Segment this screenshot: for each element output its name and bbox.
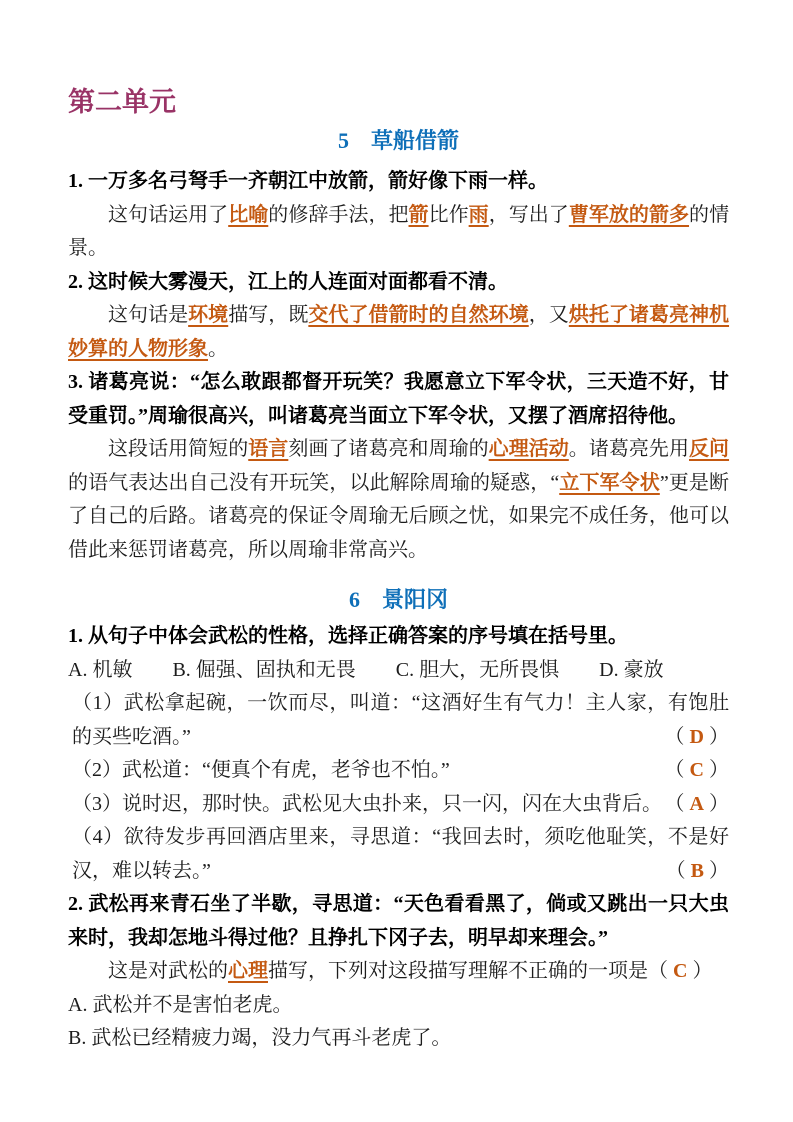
text-run: 。 xyxy=(208,337,228,360)
answer-letter: A xyxy=(689,792,704,815)
highlight-text: 心理 xyxy=(228,960,268,982)
text-run: 这段话用简短的 xyxy=(108,438,249,460)
text-run: ，写出了 xyxy=(488,203,569,226)
answer-blank: （ A ） xyxy=(664,792,729,815)
quiz-item-text: （3）说时迟，那时快。武松见大虫扑来，只一闪，闪在大虫背后。 xyxy=(72,792,662,815)
plain-paragraph: B. 武松已经精疲力竭，没力气再斗老虎了。 xyxy=(68,1027,452,1049)
text-run: 。诸葛亮先用 xyxy=(568,438,689,460)
highlight-text: 反问 xyxy=(689,438,730,460)
answer-blank: （ C ） xyxy=(664,759,729,781)
text-run: 这句话是 xyxy=(108,304,189,326)
text-run: 的语气表达出自己没有开玩笑，以此解除周瑜的疑惑，“ xyxy=(68,471,560,494)
highlight-text: 曹军放的箭多 xyxy=(568,203,690,226)
question-paragraph: 2. 这时候大雾漫天，江上的人连面对面都看不清。 xyxy=(68,270,508,293)
section-6 xyxy=(68,585,729,1056)
option-item: B. 倔强、固执和无畏 xyxy=(172,658,356,681)
question-paragraph: 1. 从句子中体会武松的性格，选择正确答案的序号填在括号里。 xyxy=(68,625,628,647)
answer-letter: D xyxy=(689,725,704,748)
text-run: 的情景。 xyxy=(68,203,730,259)
unit-title: 第二单元 xyxy=(68,87,176,117)
sections-container xyxy=(68,126,729,1056)
answer-paragraph xyxy=(68,299,729,366)
highlight-text: 烘托了诸葛亮神机妙算的人物形象 xyxy=(68,304,730,360)
text-run: 刻画了诸葛亮和周瑜的 xyxy=(288,438,489,460)
answer-blank: （ B ） xyxy=(665,859,729,882)
highlight-text: 立下军令状 xyxy=(559,471,660,494)
highlight-text: 雨 xyxy=(468,203,489,226)
section-5 xyxy=(68,126,729,567)
options-row xyxy=(68,654,729,688)
quiz-item xyxy=(68,788,729,822)
quiz-item xyxy=(68,821,729,888)
text-run: ，又 xyxy=(528,304,569,326)
highlight-text: 心理活动 xyxy=(488,438,569,460)
answer-paragraph xyxy=(68,433,729,567)
quiz-item-text: （1）武松拿起碗，一饮而尽，叫道：“这酒好生有气力！主人家，有饱肚的买些吃酒。” xyxy=(72,692,729,748)
answer-paragraph xyxy=(68,199,729,266)
highlight-text: 比喻 xyxy=(228,203,269,226)
text-run: ”更是断了自己的后路。诸葛亮的保证令周瑜无后顾之忧，如果完不成任务，他可以借此来惩罚诸葛亮，所以周瑜非常高兴。 xyxy=(68,471,729,561)
highlight-text: 交代了借箭时的自然环境 xyxy=(308,304,529,326)
text-run: 描写，既 xyxy=(228,304,309,326)
answer-letter: B xyxy=(690,859,704,882)
option-item: C. 胆大，无所畏惧 xyxy=(395,658,560,681)
highlight-text: 环境 xyxy=(188,304,229,326)
text-run: 比作 xyxy=(428,203,469,226)
quiz-item-text: （4）欲待发步再回酒店里来，寻思道：“我回去时，须吃他耻笑，不是好汉，难以转去。” xyxy=(72,826,729,882)
question-paragraph: 3. 诸葛亮说：“怎么敢跟都督开玩笑？我愿意立下军令状，三天造不好，甘受重罚。”周瑜很高兴，叫诸葛亮当面立下军令状，又摆了酒席招待他。 xyxy=(68,371,729,427)
answer-paragraph xyxy=(68,955,729,989)
text-run: 这是对武松的 xyxy=(108,960,228,982)
option-item: D. 豪放 xyxy=(599,658,664,681)
text-run: 的修辞手法，把 xyxy=(268,203,409,226)
plain-paragraph: A. 武松并不是害怕老虎。 xyxy=(68,993,293,1016)
quiz-item xyxy=(68,754,729,788)
quiz-item-text: （2）武松道：“便真个有虎，老爷也不怕。” xyxy=(72,759,450,781)
text-run: 这句话运用了 xyxy=(108,203,229,226)
highlight-text: 语言 xyxy=(248,438,289,460)
highlight-text: 箭 xyxy=(408,203,429,226)
section-heading: 5 草船借箭 xyxy=(337,128,459,153)
section-heading: 6 景阳冈 xyxy=(348,587,448,612)
text-run: 描写，下列对这段描写理解不正确的一项是 xyxy=(268,960,648,982)
question-paragraph: 2. 武松再来青石坐了半歇，寻思道：“天色看看黑了，倘或又跳出一只大虫来时，我却怎地斗得过他？且挣扎下冈子去，明早却来理会。” xyxy=(68,893,729,949)
quiz-item xyxy=(68,687,729,754)
answer-blank: （ C ） xyxy=(648,960,713,982)
answer-letter: C xyxy=(673,960,688,982)
answer-letter: C xyxy=(689,759,704,781)
answer-blank: （ D ） xyxy=(664,725,729,748)
question-paragraph: 1. 一万多名弓弩手一齐朝江中放箭，箭好像下雨一样。 xyxy=(68,170,548,192)
option-item: A. 机敏 xyxy=(68,658,133,681)
